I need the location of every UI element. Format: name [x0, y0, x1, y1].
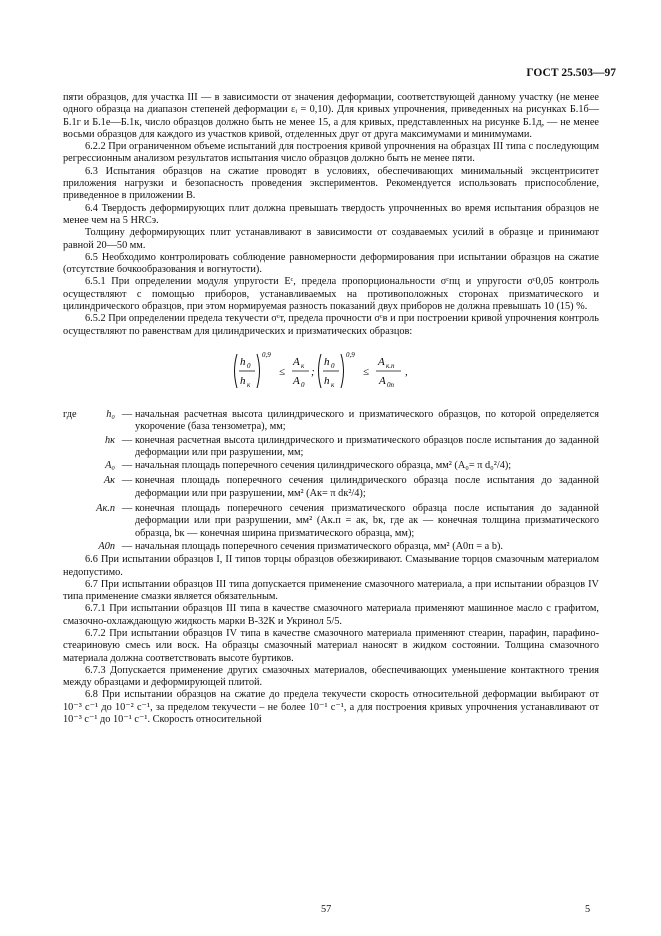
formula-ak: A — [293, 355, 300, 368]
formula-le-2: ≤ — [363, 365, 370, 378]
formula-h0: h — [240, 355, 246, 368]
paragraph-6-5-1: 6.5.1 При определении модуля упругости Eᶜ, предела пропорциональности σᶜпц и упругости σᶜ0,05 контроль осуществляют с помощью приборов, устанавливаемых на противоположных сторонах призматического и цилиндрического образцов, при этом нормируемая разность показаний двух приборов не должна превышать 10 (15) %. — [63, 276, 599, 313]
definition-row — [63, 503, 599, 540]
paragraph-6-5: 6.5 Необходимо контролировать соблюдение равномерности деформирования при испытании образцов на сжатие (отсутствие бочкообразования и вогнутости). — [63, 251, 599, 276]
definition-dash: — — [121, 408, 133, 420]
symbol-definitions — [63, 409, 599, 553]
uniformity-formula — [63, 348, 599, 399]
where-label: где — [63, 408, 77, 420]
paragraph-plate-thickness: Толщину деформирующих плит устанавливают в зависимости от создаваемых усилий в образце и принимают равной 20—50 мм. — [63, 227, 599, 251]
formula-comma: , — [405, 365, 408, 378]
definition-symbol: A₀ — [105, 460, 115, 472]
formula-h0-sub: 0 — [247, 361, 251, 370]
definition-dash: — — [121, 503, 133, 515]
formula-graphic — [231, 348, 431, 394]
document-header: ГОСТ 25.503—97 — [526, 67, 616, 79]
paragraph-continuation: пяти образцов, для участка III — в зависимости от значения деформации, соответствующей данному участку (не менее одного образца на диапазон степеней деформации εᵢ = 0,10). Для кривых упрочнения, приведенных на рисунках Б.1б—Б.1г и Б.1е—Б.1к, число образцов должно быть не менее 15, а для кривых, представленных на рисунке Б.1д, — не менее восьми образцов для каждого из участков кривой, отделенных друг от друга максимумами и минимумами. — [63, 92, 599, 140]
formula-ak-sub: к — [301, 361, 305, 370]
formula-h0-2: h — [324, 355, 330, 368]
formula-hk-2: h — [324, 374, 330, 387]
definition-dash: — — [121, 460, 133, 472]
paragraph-6-4: 6.4 Твердость деформирующих плит должна превышать твердость упрочненных во время испытания образцов не менее чем на 5 HRCэ. — [63, 202, 599, 226]
formula-a0p-sub: 0п — [387, 380, 394, 389]
paragraph-6-7-2: 6.7.2 При испытании образцов IV типа в качестве смазочного материала применяют стеарин, парафин, парафино-стеариновую смесь или воск. На образцы смазочный материал наносят в жидком состоянии. Толщина смазочного материала должна соответствовать высоте буртиков. — [63, 627, 599, 664]
definition-row — [63, 435, 599, 460]
definition-text: начальная площадь поперечного сечения призматического образца, мм² (A0п = a b). — [135, 540, 503, 552]
definition-dash: — — [121, 434, 133, 446]
definition-text: конечная расчетная высота цилиндрического и призматического образцов после испытания до заданной деформации или при разрушении, мм; — [135, 434, 599, 458]
formula-h0-sub-2: 0 — [331, 361, 335, 370]
paragraph-6-2-2: 6.2.2 При ограниченном объеме испытаний для построения кривой упрочнения на образцах III типа с последующим регрессионным анализом результатов испытания число образцов должно быть не менее пяти. — [63, 141, 599, 165]
paragraph-6-3: 6.3 Испытания образцов на сжатие проводят в условиях, обеспечивающих минимальный эксцентриситет приложения нагрузки и безопасность проведения экспериментов. Рекомендуется использовать приспособление, приведенное в приложении В. — [63, 165, 599, 202]
definition-symbol: hк — [105, 434, 115, 446]
sheet-number: 5 — [585, 904, 591, 915]
formula-le-1: ≤ — [279, 365, 286, 378]
formula-exp-2: 0,9 — [346, 350, 355, 359]
definition-dash: — — [121, 475, 133, 487]
formula-a0-sub: 0 — [301, 380, 305, 389]
formula-akp-sub: к.п — [386, 361, 395, 370]
formula-exp-1: 0,9 — [262, 350, 271, 359]
definition-symbol: Aк.п — [96, 503, 115, 515]
formula-a0p: A — [379, 374, 386, 387]
definition-row — [63, 409, 599, 434]
formula-separator: ; — [311, 365, 315, 378]
document-body — [63, 92, 599, 726]
definition-text: конечная площадь поперечного сечения призматического образца после испытания до заданной деформации или при разрушении, мм² (Aк.п = aк, bк, где aк — конечная толщина призматического образца, bк — конечная ширина призматического образца, мм); — [135, 503, 599, 539]
paragraph-6-7: 6.7 При испытании образцов III типа допускается применение смазочного материала, а при испытании образцов IV типа применение смазки является обязательным. — [63, 578, 599, 603]
page-number: 57 — [321, 904, 332, 915]
formula-akp: A — [378, 355, 385, 368]
paragraph-6-7-1: 6.7.1 При испытании образцов III типа в качестве смазочного материала применяют машинное масло с графитом, смазочно-охлаждающую жидкость марки В-32К и Укринол 5/5. — [63, 603, 599, 627]
definition-text: конечная площадь поперечного сечения цилиндрического образца после испытания до заданной деформации или при разрушении, мм² (Aк= π dк²/4); — [135, 475, 599, 499]
paragraph-6-5-2: 6.5.2 При определении предела текучести σᶜт, предела прочности σᶜв и при построении кривой упрочнения контроль осуществляют по равенствам для цилиндрических и призматических образцов: — [63, 313, 599, 337]
definition-dash: — — [121, 540, 133, 552]
paragraph-6-7-3: 6.7.3 Допускается применение других смазочных материалов, обеспечивающих уменьшение контактного трения между образцами и деформирующей плитой. — [63, 664, 599, 689]
definition-symbol: A0п — [98, 540, 115, 552]
formula-a0: A — [293, 374, 300, 387]
formula-hk: h — [240, 374, 246, 387]
definition-symbol: Aк — [103, 475, 115, 487]
definition-text: начальная расчетная высота цилиндрического и призматического образцов, по которой определяется укорочение (база тензометра), мм; — [135, 408, 599, 433]
paragraph-6-8: 6.8 При испытании образцов на сжатие до предела текучести скорость относительной деформации выбирают от 10⁻³ с⁻¹ до 10⁻² с⁻¹, за пределом текучести – не более 10⁻¹ с⁻¹, а для построения кривых упрочнения устанавливают от 10⁻³ с⁻¹ до 10⁻¹ с⁻¹. Скорость относительной — [63, 689, 599, 726]
formula-hk-sub: к — [247, 380, 251, 389]
formula-hk-sub-2: к — [331, 380, 335, 389]
definition-row — [63, 541, 599, 553]
definition-symbol: h₀ — [106, 408, 115, 420]
definition-text: начальная площадь поперечного сечения цилиндрического образца, мм² (A₀= π d₀²/4); — [135, 460, 512, 472]
paragraph-6-6: 6.6 При испытании образцов I, II типов торцы образцов обезжиривают. Смазывание торцов смазочным материалом недопустимо. — [63, 554, 599, 578]
definition-row — [63, 475, 599, 500]
definition-row — [63, 460, 599, 472]
